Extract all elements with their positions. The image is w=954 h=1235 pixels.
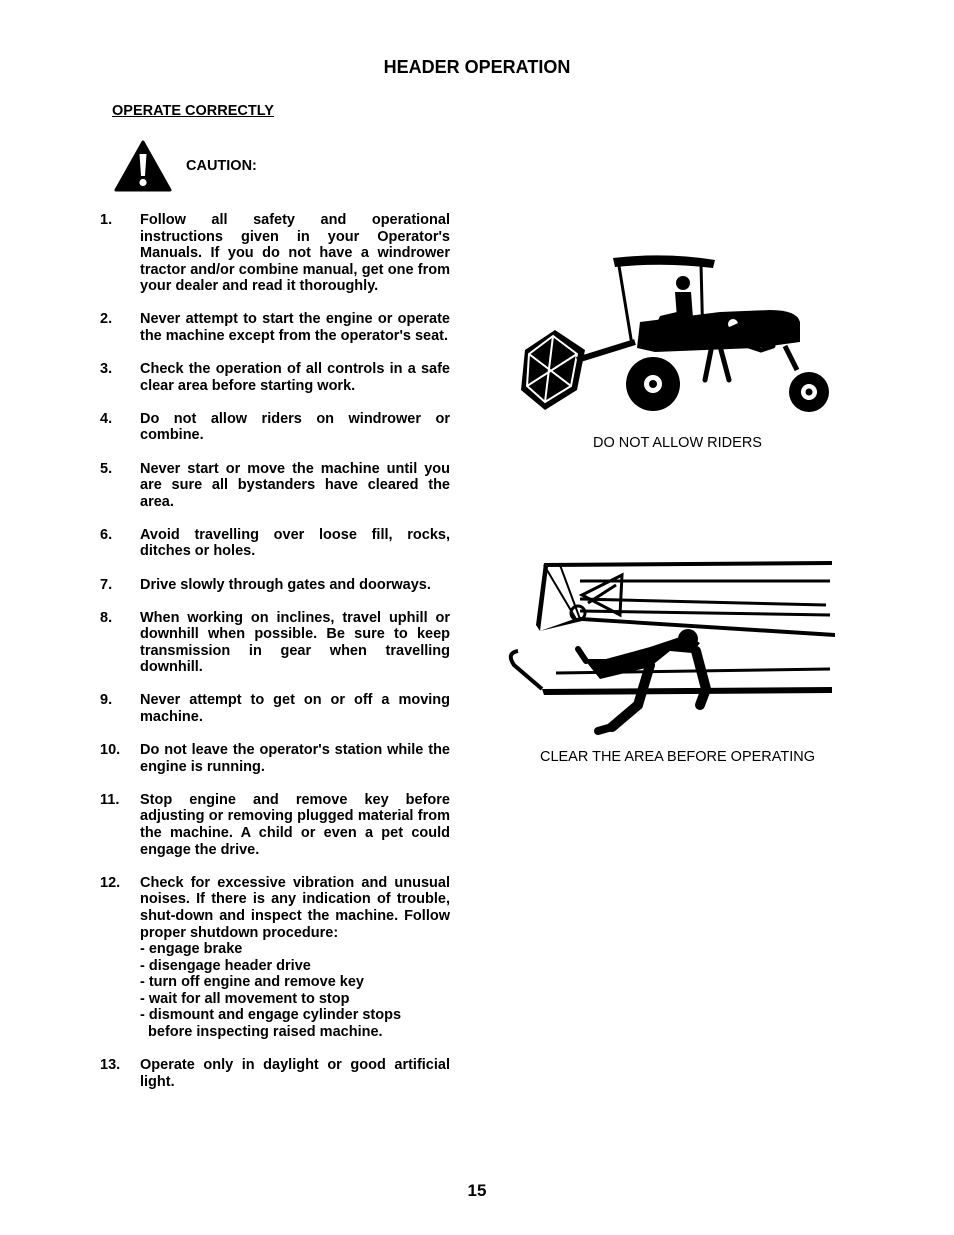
item-number: 1. — [100, 212, 113, 228]
caution-label: CAUTION: — [186, 158, 257, 174]
list-item — [100, 610, 450, 676]
clear-area-caption: CLEAR THE AREA BEFORE OPERATING — [539, 749, 816, 765]
item-number: 10. — [100, 742, 121, 759]
warning-triangle-icon — [114, 140, 172, 192]
item-number: 2. — [100, 311, 113, 328]
page-number: 15 — [467, 1181, 487, 1200]
item-number: 6. — [100, 526, 113, 543]
item-text: Avoid travelling over loose fill, rocks, ditches or holes. — [140, 526, 450, 560]
list-item — [100, 792, 450, 858]
list-item — [100, 527, 450, 560]
item-text: Never attempt to get on or off a moving machine. — [140, 692, 450, 726]
item-text: Do not allow riders on windrower or combine. — [140, 410, 450, 444]
item-text: Never start or move the machine until you are sure all bystanders have cleared the area. — [140, 460, 450, 510]
item-number: 5. — [100, 460, 113, 477]
sub-item: - engage brake — [140, 941, 243, 958]
item-text: Do not leave the operator's station while the engine is running. — [140, 742, 450, 775]
item-text: Stop engine and remove key before adjusting or removing plugged material from the machine. A child or even a pet could engage the drive. — [140, 791, 450, 858]
page-title: HEADER OPERATION — [383, 57, 571, 77]
list-item — [100, 212, 450, 295]
sub-item: - disengage header drive — [140, 957, 311, 974]
riders-caption: DO NOT ALLOW RIDERS — [593, 435, 762, 451]
section-heading: OPERATE CORRECTLY — [112, 103, 274, 119]
list-item — [100, 577, 450, 594]
sub-item: - wait for all movement to stop — [140, 990, 350, 1007]
item-number: 7. — [100, 576, 113, 593]
list-item — [100, 1057, 450, 1090]
item-text: Drive slowly through gates and doorways. — [140, 576, 431, 593]
sub-item: before inspecting raised machine. — [140, 1024, 383, 1041]
item-number: 3. — [100, 361, 113, 378]
list-item — [100, 742, 450, 775]
item-number: 8. — [100, 609, 113, 626]
instruction-list — [100, 212, 450, 1107]
list-item — [100, 875, 450, 1041]
item-text: Never attempt to start the engine or operate the machine except from the operator's seat. — [140, 311, 450, 345]
clear-area-illustration — [500, 555, 845, 740]
item-number: 9. — [100, 692, 113, 709]
item-number: 13. — [100, 1057, 121, 1074]
shutdown-procedure-list — [140, 941, 450, 1041]
item-text: Check for excessive vibration and unusual noises. If there is any indication of trouble, shut-down and inspect the machine. Follow proper shutdown procedure: — [140, 874, 450, 941]
list-item — [100, 411, 450, 444]
sub-item: - turn off engine and remove key — [140, 974, 364, 991]
list-item — [100, 692, 450, 725]
no-riders-illustration — [515, 250, 835, 418]
list-item — [100, 311, 450, 344]
sub-item: - dismount and engage cylinder stops — [140, 1007, 402, 1024]
item-number: 12. — [100, 874, 121, 891]
item-text: Operate only in daylight or good artificial light. — [140, 1057, 450, 1090]
list-item — [100, 461, 450, 511]
list-item — [100, 361, 450, 394]
item-text: Check the operation of all controls in a safe clear area before starting work. — [140, 361, 450, 394]
item-number: 11. — [100, 791, 120, 808]
item-text: When working on inclines, travel uphill or downhill when possible. Be sure to keep transmission in gear when travelling downhill. — [140, 609, 450, 676]
item-text: Follow all safety and operational instructions given in your Operator's Manuals. If you do not have a windrower tractor and/or combine manual, get one from your dealer and read it thoroughly. — [140, 212, 450, 295]
item-number: 4. — [100, 410, 113, 427]
